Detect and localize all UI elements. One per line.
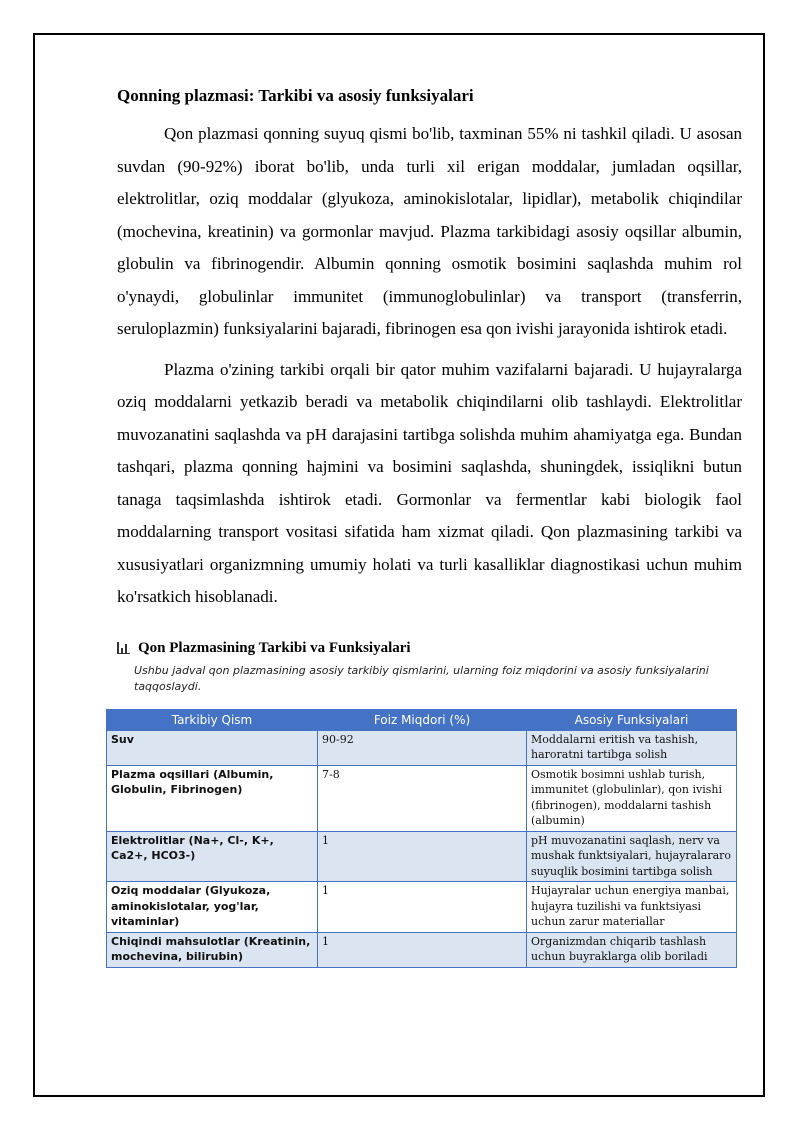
table-cell-function: pH muvozanatini saqlash, nerv va mushak funktsiyalari, hujayralararo suyuqlik bosimini tartibga solish — [527, 831, 737, 882]
table-row — [107, 831, 737, 882]
table-row — [107, 932, 737, 967]
plasma-composition-table — [106, 709, 737, 968]
bar-chart-icon — [117, 642, 130, 654]
table-cell-percent: 1 — [318, 831, 527, 882]
table-header-row — [107, 709, 737, 730]
table-cell-function: Moddalarni eritish va tashish, haroratni tartibga solish — [527, 730, 737, 765]
table-cell-component: Oziq moddalar (Glyukoza, aminokislotalar, yog'lar, vitaminlar) — [107, 882, 318, 933]
table-title: Qon Plazmasining Tarkibi va Funksiyalari — [138, 639, 411, 656]
table-cell-component: Elektrolitlar (Na+, Cl-, K+, Ca2+, HCO3-) — [107, 831, 318, 882]
column-header: Asosiy Funksiyalari — [527, 709, 737, 730]
table-cell-percent: 1 — [318, 932, 527, 967]
table-cell-function: Hujayralar uchun energiya manbai, hujayra tuzilishi va funktsiyasi uchun zarur materiallar — [527, 882, 737, 933]
table-cell-function: Organizmdan chiqarib tashlash uchun buyraklarga olib boriladi — [527, 932, 737, 967]
paragraph-composition: Qon plazmasi qonning suyuq qismi bo'lib, taxminan 55% ni tashkil qiladi. U asosan suvdan (90-92%) iborat bo'lib, unda turli xil erigan moddalar, jumladan oqsillar, elektrolitlar, oziq moddalar (glyukoza, aminokislotalar, lipidlar), metabolik chiqindilar (mochevina, kreatinin) va gormonlar mavjud. Plazma tarkibidagi asosiy oqsillar albumin, globulin va fibrinogendir. Albumin qonning osmotik bosimini saqlashda muhim rol o'ynaydi, globulinlar immunitet (immunoglobulinlar) va transport (transferrin, seruloplazmin) funksiyalarini bajaradi, fibrinogen esa qon ivishi jarayonida ishtirok etadi. — [117, 124, 742, 338]
table-cell-percent: 90-92 — [318, 730, 527, 765]
column-header: Foiz Miqdori (%) — [318, 709, 527, 730]
table-heading — [117, 640, 742, 657]
paragraph-functions: Plazma o'zining tarkibi orqali bir qator muhim vazifalarni bajaradi. U hujayralarga oziq moddalarni yetkazib beradi va metabolik chiqindilarni olib tashlaydi. Elektrolitlar muvozanatini saqlashda va pH darajasini tartibga solishda muhim ahamiyatga ega. Bundan tashqari, plazma qonning hajmini va bosimini saqlashda, shuningdek, issiqlikni butun tanaga taqsimlashda ishtirok etadi. Gormonlar va fermentlar kabi biologik faol moddalarning transport vositasi sifatida ham xizmat qiladi. Qon plazmasining tarkibi va xususiyatlari organizmning umumiy holati va turli kasalliklar diagnostikasi uchun muhim ko'rsatkich hisoblanadi. — [117, 359, 742, 606]
document-title: Qonning plazmasi: Tarkibi va asosiy funksiyalari — [117, 86, 474, 105]
table-cell-percent: 7-8 — [318, 765, 527, 831]
table-cell-function: Osmotik bosimni ushlab turish, immunitet (globulinlar), qon ivishi (fibrinogen), moddalarni tashish (albumin) — [527, 765, 737, 831]
table-row — [107, 882, 737, 933]
table-cell-component: Plazma oqsillari (Albumin, Globulin, Fibrinogen) — [107, 765, 318, 831]
table-cell-component: Chiqindi mahsulotlar (Kreatinin, mochevina, bilirubin) — [107, 932, 318, 967]
table-row — [107, 730, 737, 765]
table-row — [107, 765, 737, 831]
document-body — [111, 86, 742, 968]
table-description: Ushbu jadval qon plazmasining asosiy tarkibiy qismlarini, ularning foiz miqdorini va asosiy funksiyalarini taqqoslaydi. — [134, 663, 709, 693]
table-cell-percent: 1 — [318, 882, 527, 933]
table-cell-component: Suv — [107, 730, 318, 765]
column-header: Tarkibiy Qism — [107, 709, 318, 730]
